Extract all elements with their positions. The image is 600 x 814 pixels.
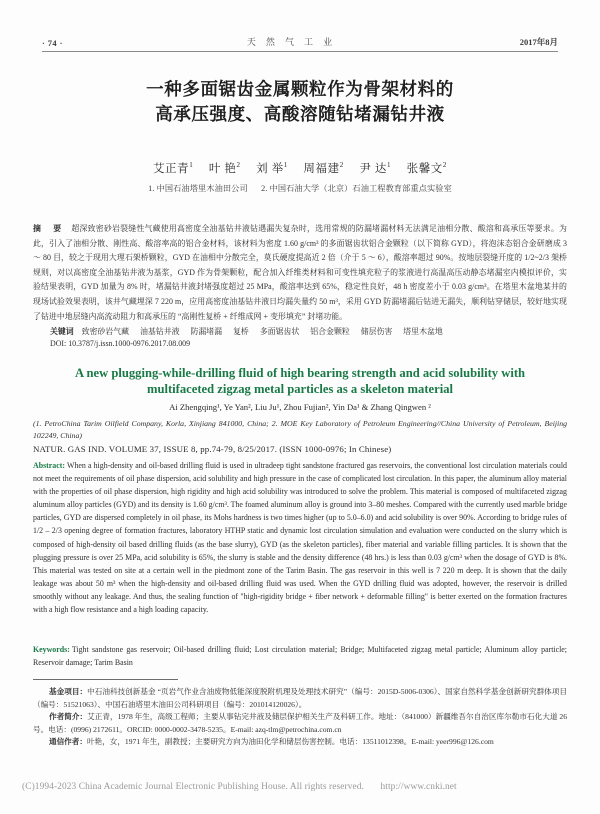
issue-date-cn: 2017年8月: [519, 37, 558, 47]
author-affil-marker: 1: [283, 161, 288, 170]
keyword-cn: 油基钻井液: [140, 327, 180, 336]
author-affil-marker: 2: [442, 161, 448, 170]
author-cn: [407, 163, 447, 175]
page-number: · 74 ·: [42, 38, 63, 48]
doi: DOI: 10.3787/j.issn.1000-0976.2017.08.009: [50, 339, 191, 348]
keyword-cn: 防漏堵漏: [190, 327, 223, 336]
author-affil-marker: 1: [387, 161, 392, 170]
footnote-funding-label: 基金项目：: [49, 687, 88, 696]
keyword-cn: 储层伤害: [360, 327, 393, 336]
footnote-author-bio-label: 作者简介：: [49, 712, 88, 722]
author-cn: [256, 163, 288, 175]
keywords-en-text: Tight sandstone gas reservoir; Oil-based drilling fluid; Lost circulation material; Bridge; Multifaceted zigzag metal particle; Aluminum alloy particle; Reservoir damage; Tarim Basin: [33, 645, 567, 668]
footnote-author-bio-text: 艾正青，1978 年生，高级工程师；主要从事钻完井液及储层保护相关生产及科研工作。地址：（841000）新疆维吾尔自治区库尔勒市石化大道 26 号。电话：(0996) 2172611。ORCID: 0000-0002-3478-5235。E-mail: azq-tlm@petrochina.com.cn: [33, 712, 567, 734]
footnote-author-bio: [33, 711, 567, 736]
article-title-cn: [50, 78, 550, 128]
footnote-funding-text: 中石油科技创新基金 “页岩气作业含油废物低能深度脱附机理及处理技术研究”（编号：2015D-5006-0306）、国家自然科学基金创新研究群体项目（编号：51521063）、中国石油塔里木油田公司科研项目（编号：201014120026）。: [33, 687, 568, 709]
cnki-copyright-text: (C)1994-2023 China Academic Journal Electronic Publishing House. All rights reserved.: [22, 782, 365, 792]
author-name-cn: 艾正青: [152, 163, 190, 175]
keywords-cn: [33, 326, 567, 337]
author-name-cn: 尹 达: [359, 163, 388, 175]
abstract-cn-text: 超深致密砂岩裂缝性气藏使用高密度全油基钻井液钻遇漏失复杂时，选用常规的防漏堵漏材料无法满足油相分散、酸溶和高承压等要求。为此，引入了油相分散、刚性高、酸溶率高的铝合金材料，该材料为密度 1.60 g/cm³ 的多面锯齿状铝合金颗粒（以下简称 GYD），将泡沫态铝合金研磨成 3 ～ 80 目，较之于现用大理石架桥颗粒，GYD 在油相中分散完全，莫氏硬度提高近 2 倍（介于 5 ～ 6），酸溶率超过 90%。按地层裂缝开度的 1/2~2/3 架桥规则，对以高密度全油基钻井液为基浆，GYD 作为骨架颗粒，配合加入纤维类材料和可变性填充粒子的浆液进行高温高压动静态堵漏室内模拟评价，实验结果表明，GYD 加量为 8% 时，堵漏钻井液封堵强度超过 25 MPa，酸溶率达到 65%，稳定性良好，48 h 密度差小于 0.03 g/cm³。在塔里木盆地某井的现场试验效果表明，该井气藏埋深 7 220 m，应用高密度油基钻井液日均漏失量约 50 m³，采用 GYD 防漏堵漏后钻进无漏失，顺利钻穿储层，较好地实现了钻进中地层缝内高流动阻力和高承压的 “高刚性复桥 + 纤维成网 + 变形填充” 封堵功能。: [33, 224, 567, 321]
journal-citation-line: NATUR. GAS IND. VOLUME 37, ISSUE 8, pp.74-79, 8/25/2017. (ISSN 1000-0976; In Chinese): [33, 444, 392, 454]
running-head: [42, 26, 558, 52]
author-list-cn: [50, 160, 550, 176]
keyword-cn: 多面锯齿状: [259, 327, 300, 336]
affiliation-cn: 2. 中国石油大学（北京）石油工程教育部重点实验室: [261, 184, 452, 193]
footnote-funding: [33, 686, 567, 711]
keyword-cn: 复桥: [233, 327, 249, 336]
abstract-en-label: Abstract:: [33, 461, 65, 470]
footnotes: [33, 686, 567, 749]
abstract-en: [33, 459, 567, 616]
keywords-en-label: Keywords:: [33, 645, 70, 654]
author-cn: [153, 163, 193, 175]
author-list-en: Ai Zhengqing¹, Ye Yan², Liu Ju¹, Zhou Fujian², Yin Da¹ & Zhang Qingwen ²: [169, 402, 431, 412]
cnki-footer: [22, 782, 582, 792]
affiliation-list-en: (1. PetroChina Tarim Oilfield Company, Korla, Xinjiang 841000, China; 2. MOE Key Laboratory of Petroleum Engineering//China University of Petroleum, Beijing 102249, China): [33, 419, 567, 440]
keywords-en: [33, 643, 567, 669]
footnote-corresponding-author-label: 通信作者：: [49, 737, 87, 747]
footnote-corresponding-author: [33, 736, 567, 749]
affiliation-cn: 1. 中国石油塔里木油田公司: [148, 184, 248, 193]
author-affil-marker: 2: [339, 161, 344, 170]
affiliation-list-cn: [50, 183, 550, 194]
article-title-en: [40, 366, 560, 397]
abstract-en-text: When a high-density and oil-based drilling fluid is used in ultradeep tight sandstone fractured gas reservoirs, the conventional lost circulation materials could not meet the requirements of oil phase dispersion, acid solubility and high pressure in the case of complicated lost circulation. In this paper, the aluminum alloy material with the properties of oil phase dispersion, high rigidity and high acid solubility was introduced to solve the problem. This material is composed of multifaceted zigzag aluminum alloy particles (GYD) and its density is 1.60 g/cm³. The foamed aluminum alloy is ground into 3–80 meshes. Compared with the currently used marble bridge particles, GYD are dispersed completely in oil phase, its Mohs hardness is two times higher (up to 5.0–6.0) and acid solubility is over 90%. According to bridge rules of 1/2 – 2/3 opening degree of formation fractures, laboratory HTHP static and dynamic lost circulation simulation and evaluation were conducted on the slurry which is composed of high-density oil based drilling fluids (as the base slurry), GYD (as the skeleton particles), fiber material and variable filling particles. It is shown that the plugging pressure is over 25 MPa, acid solubility is 65%, the slurry is stable and the density difference (48 hrs.) is less than 0.03 g/cm³ when the dosage of GYD is 8%. This material was tested on site at a certain well in the piedmont zone of the Tarim Basin. The gas reservoir in this well is 7 220 m deep. It is shown that the daily leakage was about 50 m³ when the high-density and oil-based drilling fluid was used. When the GYD drilling fluid was adopted, however, the reservoir is drilled smoothly without any leakage. And thus, the sealing function of "high-rigidity bridge + fiber network + deformable filling" is better exerted on the formation fractures with a high flow resistance and a high loading capacity.: [33, 461, 567, 615]
article-title-cn-line1: 一种多面锯齿金属颗粒作为骨架材料的: [146, 80, 454, 100]
keyword-cn: 塔里木盆地: [403, 327, 443, 336]
author-affil-marker: 1: [189, 161, 194, 170]
abstract-cn-label: 摘 要: [33, 224, 67, 233]
footnote-corresponding-author-text: 叶艳，女，1971 年生，副教授；主要研究方向为油田化学和储层伤害控制。电话：13511012398。E-mail: yeer996@126.com: [86, 737, 494, 747]
author-name-cn: 张馨文: [406, 163, 443, 175]
keyword-cn: 致密砂岩气藏: [81, 327, 130, 336]
journal-name-cn: 天 然 气 工 业: [246, 38, 336, 48]
article-title-cn-line2: 高承压强度、高酸溶随钻堵漏钻井液: [155, 105, 445, 125]
author-name-cn: 刘 举: [256, 163, 284, 175]
author-cn: [359, 163, 391, 175]
footnote-divider: [33, 679, 178, 680]
article-title-en-line2: multifaceted zigzag metal particles as a skeleton material: [146, 381, 453, 396]
author-cn: [303, 163, 343, 175]
cnki-url[interactable]: http://www.cnki.net: [380, 782, 457, 792]
abstract-cn: [33, 222, 567, 324]
author-name-cn: 叶 艳: [208, 163, 237, 175]
keywords-cn-label: 关键词: [50, 327, 74, 336]
author-name-cn: 周福建: [303, 163, 340, 175]
author-affil-marker: 2: [236, 161, 241, 170]
author-cn: [209, 163, 241, 175]
article-title-en-line1: A new plugging-while-drilling fluid of high bearing strength and acid solubility with: [74, 366, 526, 380]
keyword-cn: 铝合金颗粒: [310, 327, 350, 336]
